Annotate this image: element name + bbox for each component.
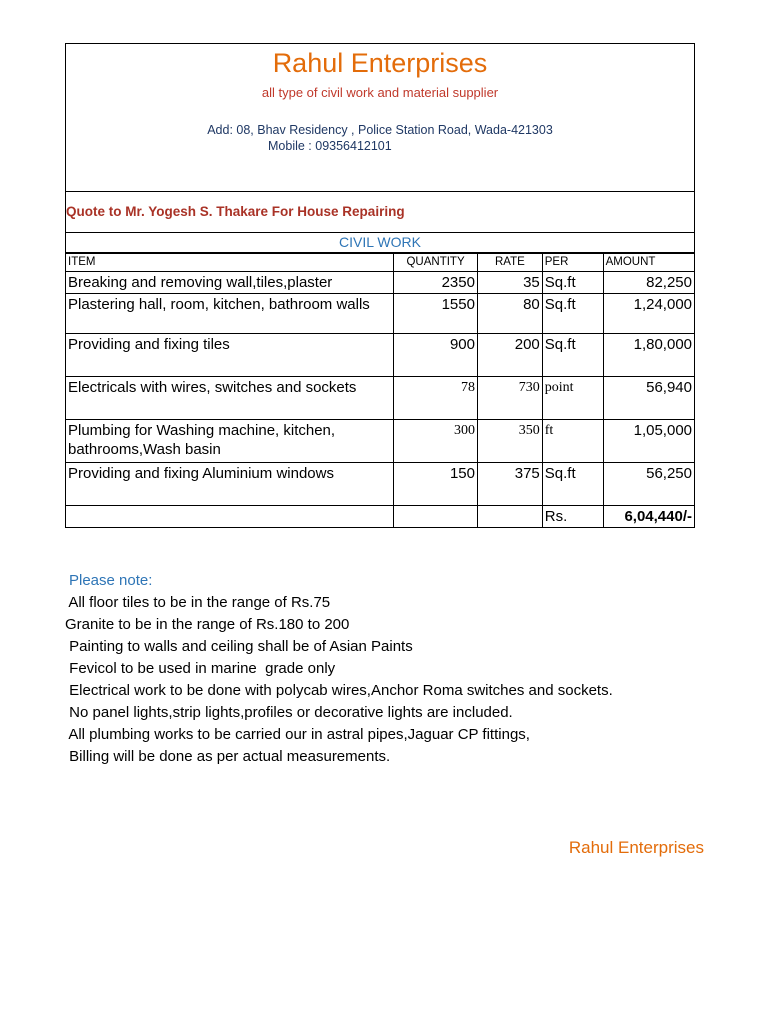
header-amount: AMOUNT xyxy=(603,254,694,272)
note-line: Granite to be in the range of Rs.180 to 200 xyxy=(65,616,350,633)
row-item: Providing and fixing Aluminium windows xyxy=(66,463,394,506)
notes-section xyxy=(65,570,613,768)
row-item: Electricals with wires, switches and sockets xyxy=(66,377,394,420)
row-amount: 56,250 xyxy=(603,463,694,506)
row-quantity: 300 xyxy=(394,420,478,463)
row-item: Plumbing for Washing machine, kitchen, bathrooms,Wash basin xyxy=(66,420,394,463)
note-line: No panel lights,strip lights,profiles or decorative lights are included. xyxy=(65,704,513,721)
letterhead xyxy=(66,44,694,192)
table-row xyxy=(66,334,694,377)
total-row xyxy=(66,506,694,528)
row-per: Sq.ft xyxy=(542,294,603,334)
row-per: Sq.ft xyxy=(542,334,603,377)
header-rate: RATE xyxy=(477,254,542,272)
note-line: Painting to walls and ceiling shall be of Asian Paints xyxy=(65,638,413,655)
quote-line-row xyxy=(66,192,694,233)
row-rate: 730 xyxy=(477,377,542,420)
header-quantity: QUANTITY xyxy=(394,254,478,272)
row-rate: 350 xyxy=(477,420,542,463)
row-per: point xyxy=(542,377,603,420)
note-line: Fevicol to be used in marine grade only xyxy=(65,660,336,677)
row-item: Plastering hall, room, kitchen, bathroom walls xyxy=(66,294,394,334)
row-quantity: 900 xyxy=(394,334,478,377)
row-item: Breaking and removing wall,tiles,plaster xyxy=(66,272,394,294)
section-title: CIVIL WORK xyxy=(66,233,694,253)
company-tagline: all type of civil work and material supplier xyxy=(261,85,499,100)
row-amount: 1,24,000 xyxy=(603,294,694,334)
row-per: ft xyxy=(542,420,603,463)
table-row xyxy=(66,420,694,463)
row-item: Providing and fixing tiles xyxy=(66,334,394,377)
notes-title: Please note: xyxy=(69,572,153,589)
row-per: Sq.ft xyxy=(542,272,603,294)
table-row xyxy=(66,272,694,294)
note-line: Electrical work to be done with polycab wires,Anchor Roma switches and sockets. xyxy=(65,682,613,699)
row-rate: 375 xyxy=(477,463,542,506)
note-line: All plumbing works to be carried our in astral pipes,Jaguar CP fittings, xyxy=(65,726,530,743)
header-item: ITEM xyxy=(66,254,394,272)
company-name: Rahul Enterprises xyxy=(272,48,488,78)
row-amount: 1,05,000 xyxy=(603,420,694,463)
row-rate: 80 xyxy=(477,294,542,334)
row-quantity: 150 xyxy=(394,463,478,506)
total-label: Rs. xyxy=(542,506,603,528)
note-line: All floor tiles to be in the range of Rs.75 xyxy=(65,594,331,611)
row-amount: 56,940 xyxy=(603,377,694,420)
footer-signature: Rahul Enterprises xyxy=(568,838,704,857)
company-mobile: Mobile : 09356412101 xyxy=(268,139,392,153)
quotation-sheet xyxy=(65,43,695,528)
table-row xyxy=(66,463,694,506)
row-amount: 82,250 xyxy=(603,272,694,294)
row-amount: 1,80,000 xyxy=(603,334,694,377)
row-quantity: 2350 xyxy=(394,272,478,294)
quotation-table xyxy=(66,253,694,527)
note-line: Billing will be done as per actual measurements. xyxy=(65,748,391,765)
company-address: Add: 08, Bhav Residency , Police Station Road, Wada-421303 xyxy=(207,123,553,137)
row-rate: 200 xyxy=(477,334,542,377)
header-per: PER xyxy=(542,254,603,272)
row-quantity: 78 xyxy=(394,377,478,420)
total-amount: 6,04,440/- xyxy=(603,506,694,528)
row-quantity: 1550 xyxy=(394,294,478,334)
table-row xyxy=(66,294,694,334)
row-per: Sq.ft xyxy=(542,463,603,506)
row-rate: 35 xyxy=(477,272,542,294)
quote-recipient: Quote to Mr. Yogesh S. Thakare For House Repairing xyxy=(66,204,405,219)
table-row xyxy=(66,377,694,420)
table-header-row xyxy=(66,254,694,272)
